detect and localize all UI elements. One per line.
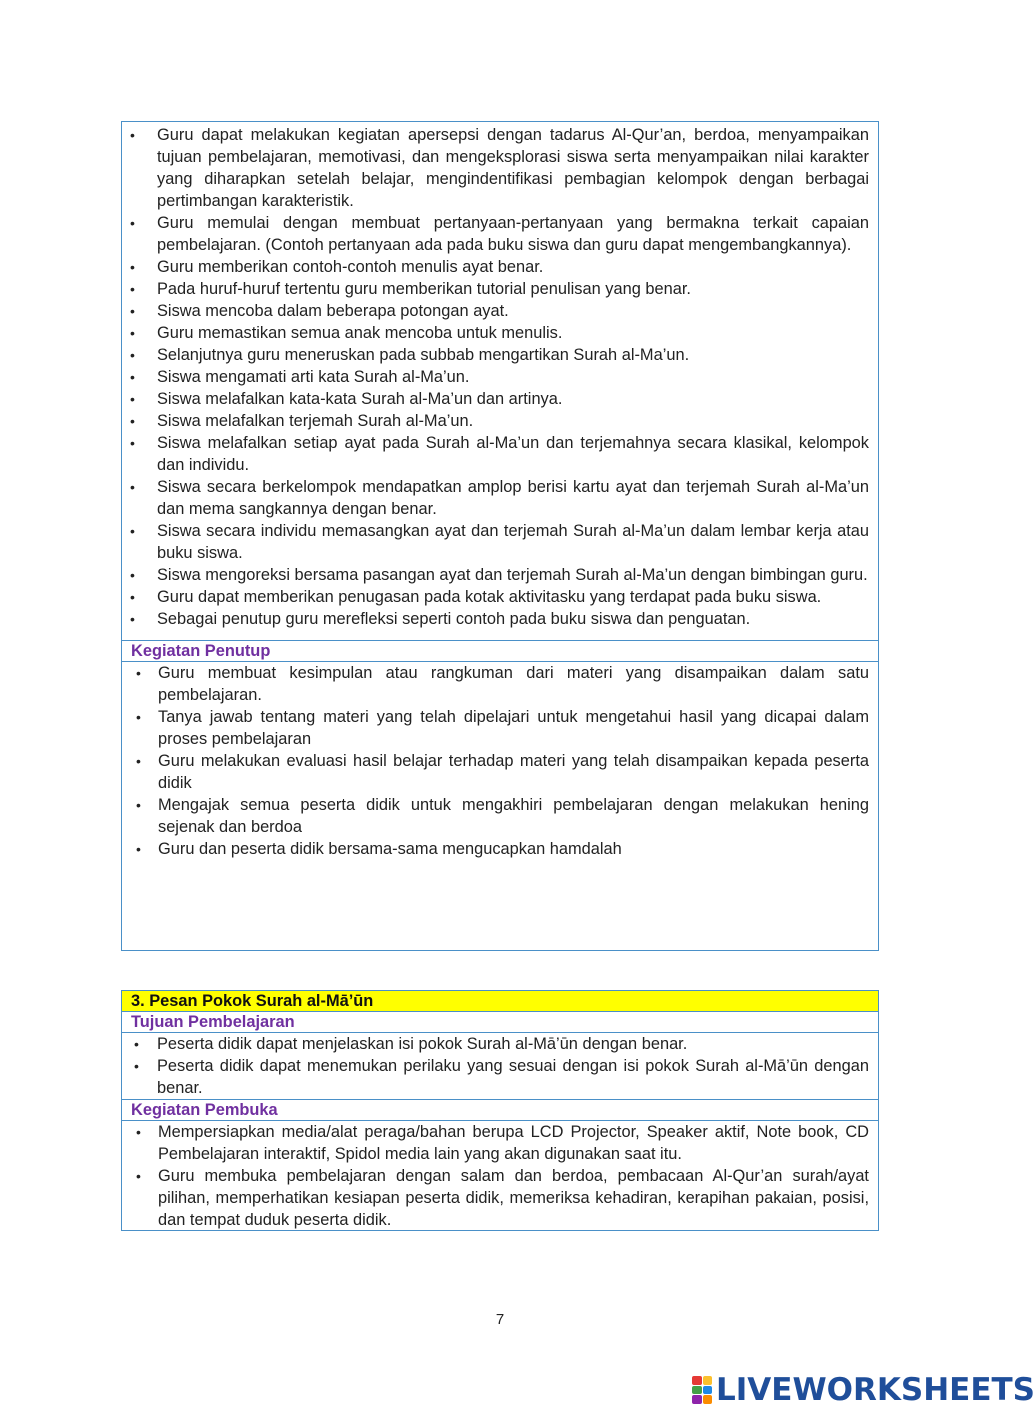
objectives-heading: Tujuan Pembelajaran — [122, 1011, 878, 1033]
brand-watermark — [692, 1372, 1035, 1408]
bullet-icon: • — [130, 127, 135, 143]
list-item-text: Siswa secara individu memasangkan ayat dan terjemah Surah al-Ma’un dalam lembar kerja atau buku siswa. — [157, 522, 869, 562]
list-item-text: Siswa mengamati arti kata Surah al-Ma’un. — [157, 368, 470, 386]
bullet-icon: • — [130, 391, 135, 407]
list-item-text: Guru membuat kesimpulan atau rangkuman dari materi yang disampaikan dalam satu pembelajaran. — [158, 664, 869, 704]
list-item — [122, 608, 878, 630]
list-item-text: Siswa mengoreksi bersama pasangan ayat dan terjemah Surah al-Ma’un dengan bimbingan guru. — [157, 566, 868, 584]
list-item-text: Mengajak semua peserta didik untuk mengakhiri pembelajaran dengan melakukan hening sejenak dan berdoa — [158, 796, 869, 836]
logo-tile — [703, 1376, 713, 1385]
list-item-text: Siswa melafalkan terjemah Surah al-Ma’un. — [157, 412, 474, 430]
bullet-icon: • — [130, 303, 135, 319]
bullet-icon: • — [136, 709, 141, 725]
list-item-text: Pada huruf-huruf tertentu guru memberikan tutorial penulisan yang benar. — [157, 280, 691, 298]
list-item — [122, 1033, 878, 1055]
bullet-icon: • — [130, 347, 135, 363]
list-item — [122, 1165, 878, 1231]
bullet-icon: • — [134, 1036, 139, 1052]
bullet-icon: • — [130, 215, 135, 231]
page-number: 7 — [495, 1311, 505, 1328]
list-item — [122, 366, 878, 388]
list-item-text: Guru dan peserta didik bersama-sama mengucapkan hamdalah — [158, 840, 622, 858]
list-item — [122, 794, 878, 838]
brand-logo-icon — [692, 1376, 712, 1404]
bullet-icon: • — [130, 413, 135, 429]
logo-tile — [703, 1395, 713, 1404]
bullet-icon: • — [130, 567, 135, 583]
list-item — [122, 410, 878, 432]
logo-tile — [692, 1386, 702, 1395]
activity-list — [122, 122, 878, 630]
list-item — [122, 388, 878, 410]
list-item — [122, 124, 878, 212]
bullet-icon: • — [130, 479, 135, 495]
bullet-icon: • — [130, 325, 135, 341]
closing-list — [122, 662, 878, 860]
list-item-text: Tanya jawab tentang materi yang telah dipelajari untuk mengetahui hasil yang dicapai dalam proses pembelajaran — [158, 708, 869, 748]
list-item — [122, 1121, 878, 1165]
list-item-text: Peserta didik dapat menjelaskan isi pokok Surah al-Mā’ūn dengan benar. — [157, 1035, 688, 1053]
list-item-text: Siswa melafalkan kata-kata Surah al-Ma’un dan artinya. — [157, 390, 563, 408]
closing-heading: Kegiatan Penutup — [122, 640, 878, 661]
opening-list — [122, 1121, 878, 1231]
bullet-icon: • — [130, 259, 135, 275]
brand-text: LIVEWORKSHEETS — [716, 1372, 1035, 1408]
bullet-icon: • — [136, 665, 141, 681]
list-item-text: Guru membuka pembelajaran dengan salam dan berdoa, pembacaan Al-Qur’an surah/ayat pilihan, memperhatikan kesiapan peserta didik, memeriksa kehadiran, kerapihan pakaian, posisi, dan tempat duduk peserta didik. — [158, 1167, 869, 1229]
bullet-icon: • — [130, 611, 135, 627]
logo-tile — [703, 1386, 713, 1395]
list-item-text: Guru memastikan semua anak mencoba untuk menulis. — [157, 324, 563, 342]
logo-tile — [692, 1376, 702, 1385]
list-item — [122, 322, 878, 344]
bullet-icon: • — [136, 753, 141, 769]
list-item-text: Guru melakukan evaluasi hasil belajar terhadap materi yang telah disampaikan kepada peserta didik — [158, 752, 869, 792]
list-item — [122, 520, 878, 564]
list-item — [122, 586, 878, 608]
list-item — [122, 706, 878, 750]
section-box — [121, 990, 879, 1231]
list-item — [122, 432, 878, 476]
bullet-icon: • — [136, 797, 141, 813]
list-item — [122, 278, 878, 300]
bullet-icon: • — [130, 589, 135, 605]
list-item-text: Siswa melafalkan setiap ayat pada Surah al-Ma’un dan terjemahnya secara klasikal, kelompok dan individu. — [157, 434, 869, 474]
bullet-icon: • — [130, 369, 135, 385]
list-item-text: Guru memulai dengan membuat pertanyaan-pertanyaan yang bermakna terkait capaian pembelajaran. (Contoh pertanyaan ada pada buku siswa dan guru dapat mengembangkannya). — [157, 214, 869, 254]
list-item — [122, 1055, 878, 1099]
list-item — [122, 256, 878, 278]
list-item-text: Mempersiapkan media/alat peraga/bahan berupa LCD Projector, Speaker aktif, Note book, CD Pembelajaran interaktif, Spidol media lain yang akan digunakan saat itu. — [158, 1123, 869, 1163]
list-item-text: Selanjutnya guru meneruskan pada subbab mengartikan Surah al-Ma’un. — [157, 346, 690, 364]
bullet-icon: • — [136, 841, 141, 857]
opening-heading: Kegiatan Pembuka — [122, 1099, 878, 1121]
list-item — [122, 212, 878, 256]
objectives-list — [122, 1033, 878, 1099]
list-item — [122, 344, 878, 366]
bullet-icon: • — [130, 281, 135, 297]
list-item-text: Guru dapat melakukan kegiatan apersepsi dengan tadarus Al-Qur’an, berdoa, menyampaikan tujuan pembelajaran, memotivasi, dan mengeksplorasi siswa serta menyampaikan nilai karakter yang diharapkan setelah belajar, mengindentifikasi pembagian kelompok dengan berbagai pertimbangan karakteristik. — [157, 126, 869, 210]
list-item-text: Siswa mencoba dalam beberapa potongan ayat. — [157, 302, 509, 320]
list-item — [122, 838, 878, 860]
list-item-text: Guru dapat memberikan penugasan pada kotak aktivitasku yang terdapat pada buku siswa. — [157, 588, 822, 606]
list-item — [122, 662, 878, 706]
bullet-icon: • — [130, 523, 135, 539]
bullet-icon: • — [136, 1168, 141, 1184]
bullet-icon: • — [134, 1058, 139, 1074]
list-item — [122, 564, 878, 586]
bullet-icon: • — [130, 435, 135, 451]
list-item — [122, 750, 878, 794]
logo-tile — [692, 1395, 702, 1404]
list-item-text: Peserta didik dapat menemukan perilaku yang sesuai dengan isi pokok Surah al-Mā’ūn dengan benar. — [157, 1057, 869, 1097]
list-item — [122, 476, 878, 520]
section-title: 3. Pesan Pokok Surah al-Mā’ūn — [122, 991, 878, 1011]
activity-box — [121, 121, 879, 951]
list-item-text: Guru memberikan contoh-contoh menulis ayat benar. — [157, 258, 544, 276]
bullet-icon: • — [136, 1124, 141, 1140]
list-item — [122, 300, 878, 322]
list-item-text: Siswa secara berkelompok mendapatkan amplop berisi kartu ayat dan terjemah Surah al-Ma’un dan mema sangkannya dengan benar. — [157, 478, 869, 518]
list-item-text: Sebagai penutup guru merefleksi seperti contoh pada buku siswa dan penguatan. — [157, 610, 751, 628]
